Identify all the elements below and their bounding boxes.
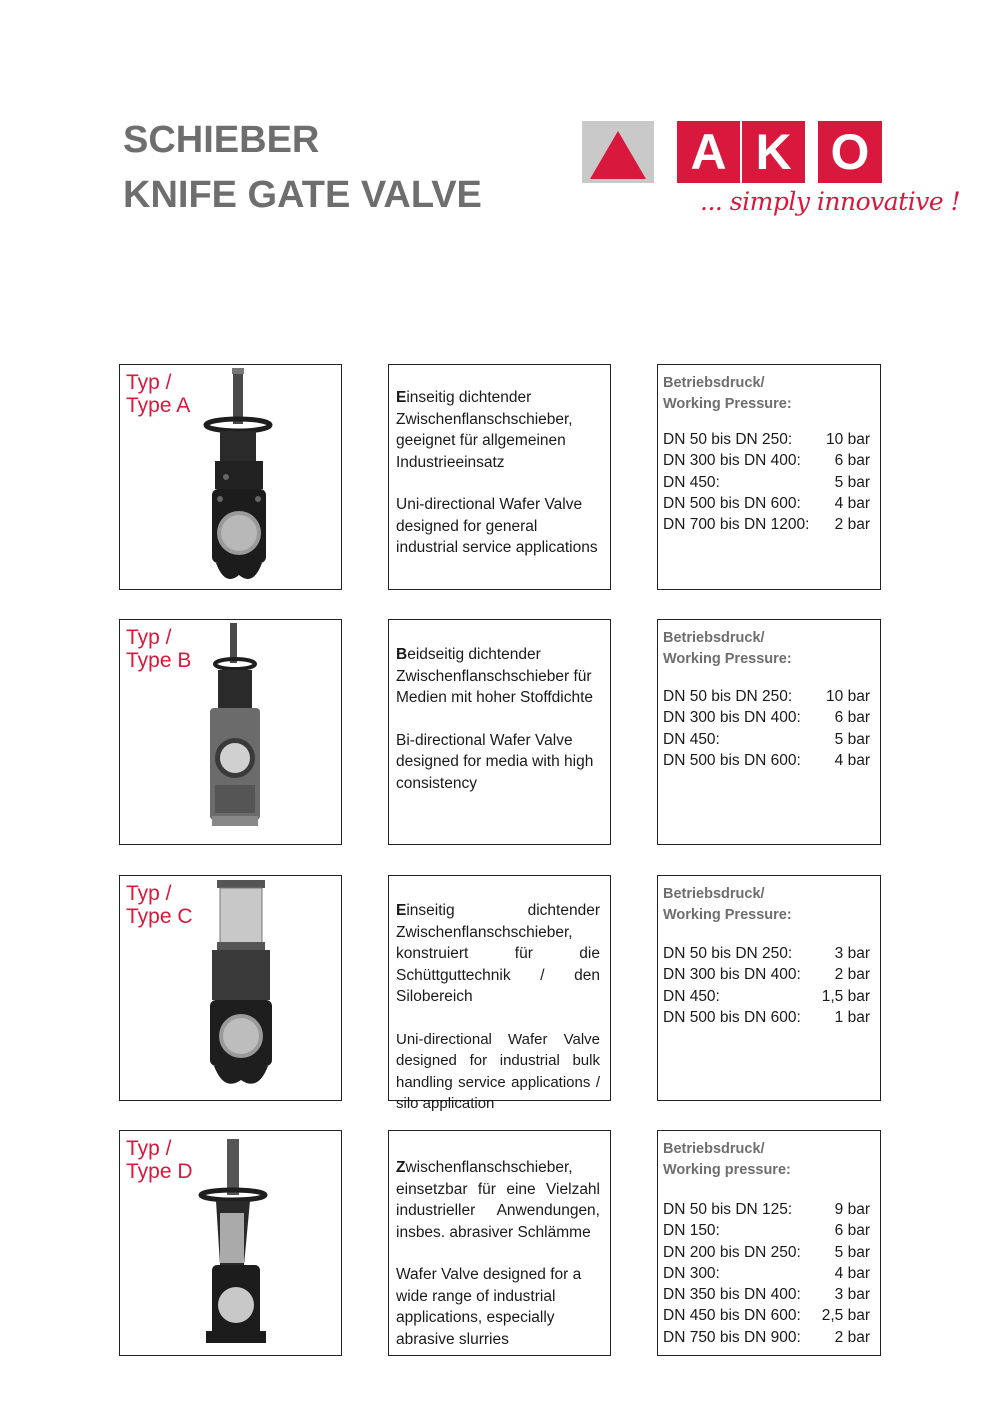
pressure-row	[663, 472, 870, 493]
description-b	[396, 644, 600, 794]
pressure-list-a	[663, 429, 870, 535]
description-de	[396, 900, 600, 1008]
pressure-title	[663, 628, 792, 670]
page-title-de: SCHIEBER	[123, 119, 320, 161]
pressure-range: DN 300:	[663, 1264, 720, 1282]
valve-type-a-illustration	[120, 365, 341, 589]
description-box-b	[388, 619, 611, 845]
type-label-de: Typ /	[126, 1137, 172, 1160]
pressure-row	[663, 1327, 870, 1348]
pressure-title	[663, 373, 792, 415]
description-de	[396, 387, 600, 473]
initial-letter: E	[396, 902, 407, 919]
product-image-box-c	[119, 875, 342, 1101]
pressure-range: DN 450:	[663, 987, 720, 1005]
pressure-range: DN 500 bis DN 600:	[663, 751, 801, 769]
pressure-value: 5 bar	[834, 473, 870, 491]
pressure-range: DN 700 bis DN 1200:	[663, 516, 810, 534]
pressure-value: 3 bar	[834, 945, 870, 962]
pressure-list-d	[663, 1199, 870, 1348]
product-image-box-a	[119, 364, 342, 590]
pressure-range: DN 450 bis DN 600:	[663, 1307, 801, 1325]
description-de-text: inseitig dichtender Zwischenflanschschieber, geeignet für allgemeinen Industrieeinsatz	[396, 389, 573, 471]
pressure-title	[663, 1139, 791, 1181]
logo-letter-k: K	[742, 121, 805, 183]
pressure-range: DN 300 bis DN 400:	[663, 966, 801, 984]
pressure-row	[663, 1199, 870, 1220]
description-de	[396, 644, 600, 709]
pressure-value: 6 bar	[834, 1222, 870, 1240]
pressure-title-de: Betriebsdruck/	[663, 886, 765, 902]
description-d	[396, 1157, 600, 1350]
pressure-range: DN 300 bis DN 400:	[663, 452, 801, 470]
logo-tagline: ... simply innovative !	[700, 187, 961, 216]
pressure-list-c	[663, 943, 870, 1028]
description-en: Uni-directional Wafer Valve designed for industrial bulk handling service applications / silo application	[396, 1030, 600, 1112]
pressure-row	[663, 707, 870, 728]
description-de-text: wischenflanschschieber, einsetzbar für eine Vielzahl industrieller Anwendungen, insbes. abrasiver Schlämme	[396, 1159, 600, 1241]
pressure-title-en: Working pressure:	[663, 1162, 791, 1178]
pressure-value: 5 bar	[834, 1243, 870, 1261]
pressure-row	[663, 493, 870, 514]
pressure-row	[663, 1305, 870, 1326]
logo-grey-square	[582, 121, 654, 183]
description-a	[396, 387, 600, 559]
pressure-value: 5 bar	[834, 730, 870, 748]
initial-letter: B	[396, 646, 408, 663]
pressure-value: 2,5 bar	[821, 1307, 870, 1325]
valve-type-d-illustration	[120, 1131, 341, 1355]
pressure-box-c	[657, 875, 881, 1101]
pressure-value: 2 bar	[834, 1328, 870, 1346]
pressure-row	[663, 1220, 870, 1241]
pressure-title-de: Betriebsdruck/	[663, 1141, 765, 1157]
description-box-c	[388, 875, 611, 1112]
pressure-row	[663, 1263, 870, 1284]
type-label-en: Type C	[126, 905, 193, 928]
pressure-range: DN 200 bis DN 250:	[663, 1243, 801, 1261]
pressure-title	[663, 884, 792, 926]
pressure-title-de: Betriebsdruck/	[663, 630, 765, 646]
pressure-range: DN 50 bis DN 125:	[663, 1201, 793, 1218]
pressure-box-b	[657, 619, 881, 845]
pressure-row	[663, 943, 870, 964]
pressure-range: DN 750 bis DN 900:	[663, 1328, 801, 1346]
pressure-row	[663, 750, 870, 771]
description-de-text: eidseitig dichtender Zwischenflanschschieber für Medien mit hoher Stoffdichte	[396, 646, 594, 706]
pressure-title-en: Working Pressure:	[663, 907, 792, 923]
pressure-row	[663, 1242, 870, 1263]
type-label-en: Type D	[126, 1160, 193, 1183]
pressure-value: 2 bar	[834, 516, 870, 534]
pressure-range: DN 350 bis DN 400:	[663, 1286, 801, 1304]
pressure-box-d	[657, 1130, 881, 1356]
pressure-value: 6 bar	[834, 709, 870, 727]
pressure-row	[663, 729, 870, 750]
logo-letter-a: A	[677, 121, 740, 183]
type-label-en: Type B	[126, 649, 192, 672]
type-label-de: Typ /	[126, 626, 172, 649]
pressure-list-b	[663, 686, 870, 771]
initial-letter: Z	[396, 1159, 406, 1176]
description-de	[396, 1157, 600, 1243]
pressure-row	[663, 429, 870, 450]
pressure-value: 4 bar	[834, 494, 870, 512]
type-label-de: Typ /	[126, 371, 172, 394]
pressure-value: 10 bar	[826, 431, 870, 448]
description-en: Bi-directional Wafer Valve designed for media with high consistency	[396, 731, 594, 792]
page-title-en: KNIFE GATE VALVE	[123, 174, 482, 216]
pressure-row	[663, 1284, 870, 1305]
ako-logo	[582, 121, 961, 231]
description-en: Uni-directional Wafer Valve designed for general industrial service applications	[396, 496, 598, 556]
description-en: Wafer Valve designed for a wide range of industrial applications, especially abrasive slurries	[396, 1266, 582, 1348]
pressure-row	[663, 986, 870, 1007]
initial-letter: E	[396, 389, 407, 406]
pressure-range: DN 50 bis DN 250:	[663, 431, 793, 448]
pressure-row	[663, 1007, 870, 1028]
pressure-row	[663, 450, 870, 471]
pressure-box-a	[657, 364, 881, 590]
pressure-value: 1,5 bar	[821, 987, 870, 1005]
pressure-value: 6 bar	[834, 452, 870, 470]
valve-type-c-illustration	[120, 876, 341, 1100]
pressure-range: DN 450:	[663, 473, 720, 491]
logo-triangle-icon	[590, 131, 646, 179]
description-c	[396, 900, 600, 1115]
type-label-en: Type A	[126, 394, 191, 417]
product-image-box-b	[119, 619, 342, 845]
pressure-row	[663, 686, 870, 707]
pressure-range: DN 500 bis DN 600:	[663, 1008, 801, 1026]
pressure-value: 3 bar	[834, 1286, 870, 1304]
pressure-range: DN 50 bis DN 250:	[663, 945, 793, 962]
description-box-a	[388, 364, 611, 590]
description-de-text: inseitig dichtender Zwischenflanschschieber, konstruiert für die Schüttguttechnik / den Silobereich	[396, 902, 600, 1005]
pressure-value: 4 bar	[834, 1264, 870, 1282]
pressure-range: DN 150:	[663, 1222, 720, 1240]
pressure-value: 4 bar	[834, 751, 870, 769]
pressure-title-en: Working Pressure:	[663, 651, 792, 667]
pressure-value: 1 bar	[834, 1008, 870, 1026]
logo-letter-o: O	[818, 121, 882, 183]
pressure-title-de: Betriebsdruck/	[663, 375, 765, 391]
pressure-value: 2 bar	[834, 966, 870, 984]
product-image-box-d	[119, 1130, 342, 1356]
pressure-range: DN 500 bis DN 600:	[663, 494, 801, 512]
pressure-value: 9 bar	[834, 1201, 870, 1218]
pressure-title-en: Working Pressure:	[663, 396, 792, 412]
valve-type-b-illustration	[120, 620, 341, 844]
description-box-d	[388, 1130, 611, 1356]
pressure-range: DN 450:	[663, 730, 720, 748]
pressure-row	[663, 964, 870, 985]
pressure-row	[663, 514, 870, 535]
pressure-range: DN 50 bis DN 250:	[663, 688, 793, 705]
type-label-de: Typ /	[126, 882, 172, 905]
pressure-range: DN 300 bis DN 400:	[663, 709, 801, 727]
pressure-value: 10 bar	[826, 688, 870, 705]
